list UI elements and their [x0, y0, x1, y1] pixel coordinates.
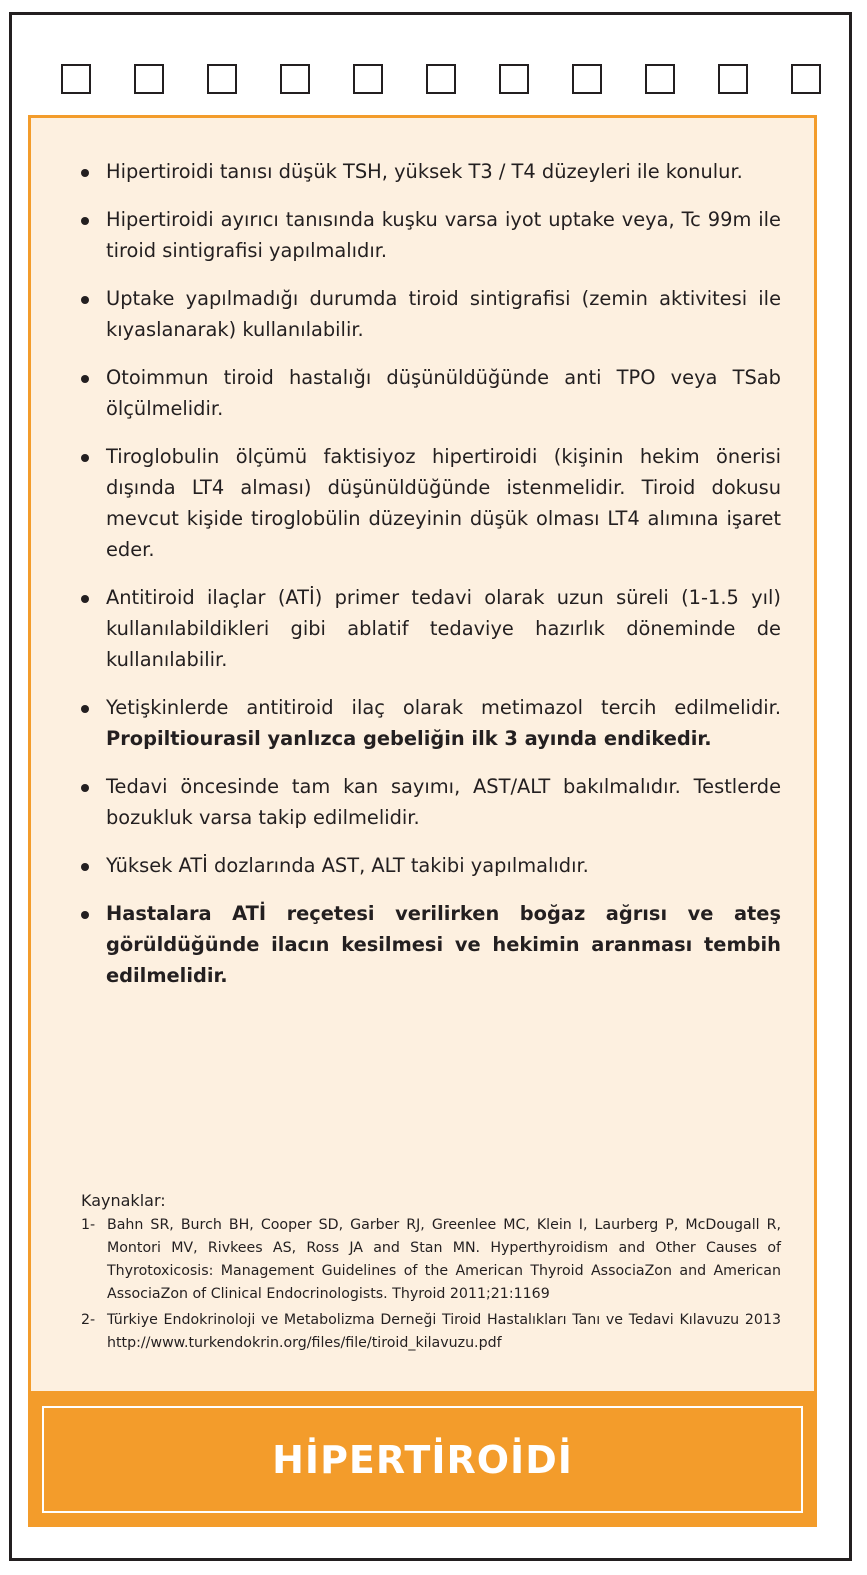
banner-frame [42, 1406, 803, 1513]
bullet-text: Yüksek ATİ dozlarında AST, ALT takibi yapılmalıdır. [106, 854, 589, 877]
bullet-text: Hastalara ATİ reçetesi verilirken boğaz ağrısı ve ateş görüldüğünde ilacın kesilmesi ve hekimin aranması tembih edilmelidir. [106, 902, 781, 987]
bullet-item [81, 582, 781, 675]
references [81, 1190, 781, 1358]
reference-text: Türkiye Endokrinoloji ve Metabolizma Derneği Tiroid Hastalıkları Tanı ve Tedavi Kılavuzu 2013 http://www.turkendokrin.org/files/file/tiroid_kilavuzu.pdf [107, 1312, 781, 1351]
title-banner [28, 1391, 817, 1527]
reference-number: 1- [81, 1217, 96, 1233]
banner-title: HİPERTİROİDİ [272, 1437, 573, 1482]
checkbox[interactable] [645, 64, 675, 94]
checkbox[interactable] [61, 64, 91, 94]
checkbox[interactable] [353, 64, 383, 94]
bullet-item [81, 156, 781, 187]
checkbox[interactable] [499, 64, 529, 94]
checkbox[interactable] [572, 64, 602, 94]
bullet-item [81, 692, 781, 754]
bullet-item [81, 441, 781, 565]
reference-item [81, 1309, 781, 1355]
bullet-text: Antitiroid ilaçlar (ATİ) primer tedavi olarak uzun süreli (1-1.5 yıl) kullanılabildikleri gibi ablatif tedaviye hazırlık döneminde de kullanılabilir. [106, 586, 781, 671]
checkbox[interactable] [280, 64, 310, 94]
bullet-item-warning [81, 898, 781, 991]
bullet-item [81, 850, 781, 881]
bullet-item [81, 204, 781, 266]
bullet-item [81, 771, 781, 833]
bullet-item [81, 283, 781, 345]
checkbox[interactable] [134, 64, 164, 94]
reference-item [81, 1214, 781, 1306]
bullet-text: Tedavi öncesinde tam kan sayımı, AST/ALT bakılmalıdır. Testlerde bozukluk varsa takip edilmelidir. [106, 775, 781, 829]
checkbox[interactable] [718, 64, 748, 94]
reference-number: 2- [81, 1312, 96, 1328]
references-heading: Kaynaklar: [81, 1191, 166, 1210]
checkbox[interactable] [791, 64, 821, 94]
bullet-text: Yetişkinlerde antitiroid ilaç olarak metimazol tercih edilmelidir. [106, 696, 781, 719]
bullet-item [81, 362, 781, 424]
checkbox-row [61, 64, 821, 100]
checkbox[interactable] [207, 64, 237, 94]
bullet-text: Uptake yapılmadığı durumda tiroid sintigrafisi (zemin aktivitesi ile kıyaslanarak) kullanılabilir. [106, 287, 781, 341]
bullet-bold-text: Propiltiourasil yanlızca gebeliğin ilk 3 ayında endikedir. [106, 727, 712, 750]
bullet-text: Hipertiroidi tanısı düşük TSH, yüksek T3 / T4 düzeyleri ile konulur. [106, 160, 743, 183]
bullet-text: Otoimmun tiroid hastalığı düşünüldüğünde anti TPO veya TSab ölçülmelidir. [106, 366, 781, 420]
bullet-text: Hipertiroidi ayırıcı tanısında kuşku varsa iyot uptake veya, Tc 99m ile tiroid sintigrafisi yapılmalıdır. [106, 208, 781, 262]
bullet-text: Tiroglobulin ölçümü faktisiyoz hipertiroidi (kişinin hekim önerisi dışında LT4 alması) düşünüldüğünde istenmelidir. Tiroid dokusu mevcut kişide tiroglobülin düzeyinin düşük olması LT4 alımına işaret eder. [106, 445, 781, 561]
checkbox[interactable] [426, 64, 456, 94]
bullet-list [81, 156, 781, 1008]
reference-text: Bahn SR, Burch BH, Cooper SD, Garber RJ, Greenlee MC, Klein I, Laurberg P, McDougall R, Montori MV, Rivkees AS, Ross JA and Stan MN. Hyperthyroidism and Other Causes of Thyrotoxicosis: Management Guidelines of the American Thyroid AssociaZon and American AssociaZon of Clinical Endocrinologists. Thyroid 2011;21:1169 [107, 1217, 781, 1302]
content-panel [28, 115, 817, 1391]
